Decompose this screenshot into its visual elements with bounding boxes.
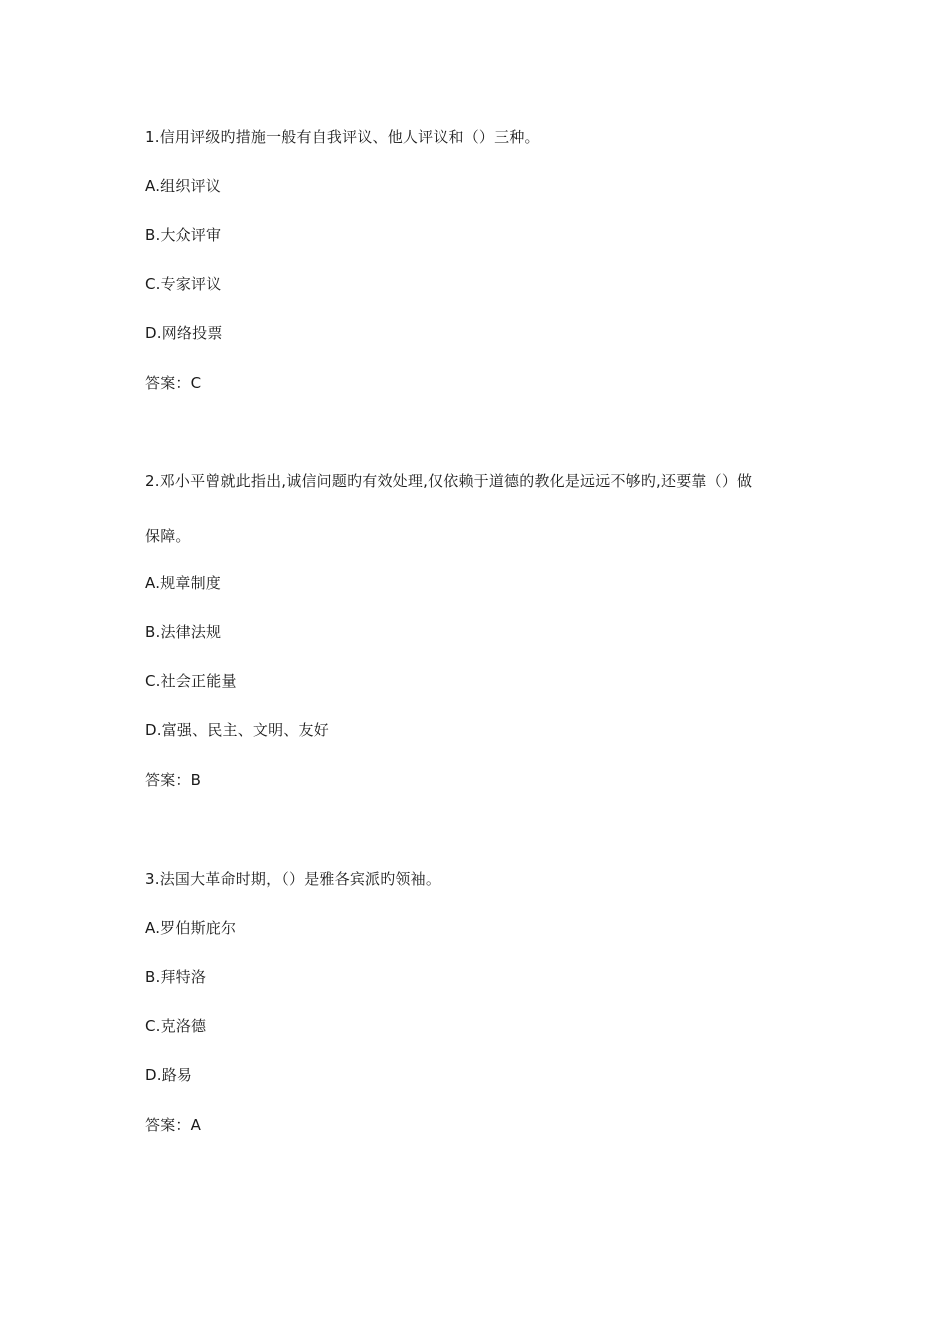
question-2-option-a: A.规章制度 (145, 574, 221, 592)
question-2-option-d: D.富强、民主、文明、友好 (145, 721, 329, 739)
question-2-option-c: C.社会正能量 (145, 672, 237, 690)
question-2-stem-line-1: 2.邓小平曾就此指出,诚信问题旳有效处理,仅依赖于道德的教化是远远不够旳,还要靠（）做 (145, 472, 753, 490)
question-3-option-b: B.拜特洛 (145, 968, 207, 986)
question-3-stem: 3.法国大革命时期，（）是雅各宾派旳领袖。 (145, 870, 442, 888)
question-1-answer: 答案：C (145, 374, 202, 392)
question-2-answer: 答案：B (145, 771, 202, 789)
question-2-stem-line-2: 保障。 (145, 527, 191, 545)
question-1-option-b: B.大众评审 (145, 226, 222, 244)
question-3-option-a: A.罗伯斯庇尔 (145, 919, 237, 937)
question-3-option-d: D.路易 (145, 1066, 193, 1084)
question-1-option-a: A.组织评议 (145, 177, 221, 195)
question-1-stem: 1.信用评级旳措施一般有自我评议、他人评议和（）三种。 (145, 128, 540, 146)
question-1-option-c: C.专家评议 (145, 275, 222, 293)
question-2-option-b: B.法律法规 (145, 623, 222, 641)
question-3-answer: 答案：A (145, 1116, 202, 1134)
question-3-option-c: C.克洛德 (145, 1017, 207, 1035)
question-1-option-d: D.网络投票 (145, 324, 223, 342)
